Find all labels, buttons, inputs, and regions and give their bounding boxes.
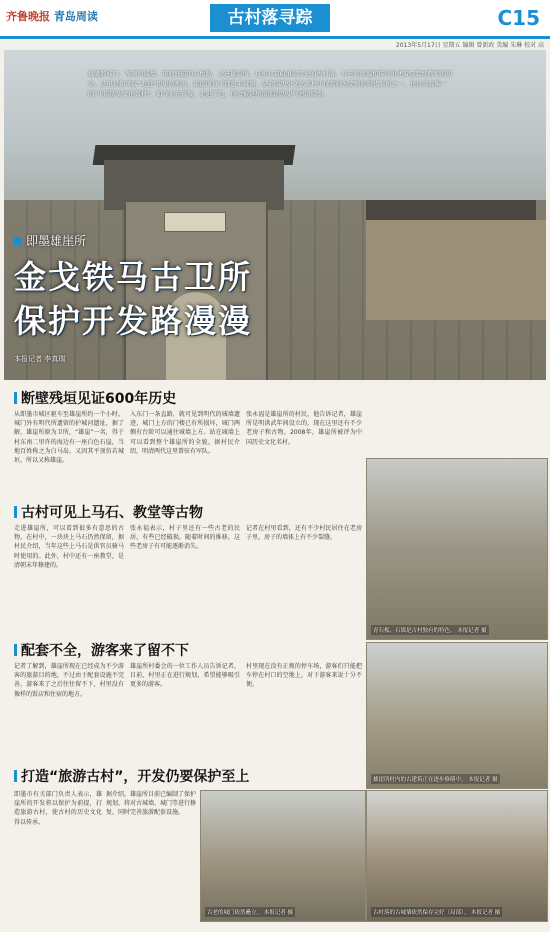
section1-col2: 入东门一条直路，就可见到明代的城墙遗迹，城门上方的门楼已有所损坏，城门两侧有台阶可以通往城墙上方。站在城墙上可以看到整个雄崖所的全貌，据村民介绍，明清两代这里曾驻有军队。 <box>130 411 240 455</box>
page-number: C15 <box>497 6 540 30</box>
village-house <box>366 220 546 320</box>
logo-blue-text: 青岛周读 <box>53 10 98 23</box>
dateline: 2013年5月17日 星期五 编辑 曾新政 美编 朱琳 校对 高 <box>395 42 544 49</box>
logo-red-text: 齐鲁晚报 <box>6 10 50 23</box>
page-header <box>0 0 550 39</box>
subhead-3: 配套不全，游客来了留不下 <box>14 640 189 660</box>
caption-2: 雄崖所村内的古建筑正在逐步修缮中。 本报记者 摄 <box>371 774 500 784</box>
photo-old-gate <box>200 790 366 922</box>
newspaper-logo <box>6 8 98 24</box>
caption-4: 古老的城门依然矗立。 本报记者 摄 <box>205 907 295 917</box>
byline: 本报记者 李真瑞 <box>14 355 66 363</box>
section3-col3: 村里现在没有正规的停车场，游客们只能把车停在村口的空地上，对于游客来说十分不便。 <box>246 663 362 689</box>
section-title: 古村落寻踪 <box>210 4 330 32</box>
section3-col1: 记者了解到，雄崖所现在已经成为不少游客的旅游目的地，不过由于配套设施不完善，游客来了之后往往留不下，村里没有像样的饭店和住宿的地方。 <box>14 663 124 698</box>
gate-plaque <box>164 212 226 232</box>
section1-col1: 从即墨市城区驱车至雄崖所约一个小时。城门外有明代所遗留的护城河遗址，据了解，雄崖所原为卫所，“雄崖”一名，得于村东南二里许的海边有一座白色石崖，当地百姓称之为白马岛，又因其平顶仿若城垣，所以又称雄崖。 <box>14 411 124 465</box>
caption-1: 青石板、石墙是古村独有的特色。 本报记者 摄 <box>371 625 489 635</box>
headline-line2: 保护开发路漫漫 <box>14 302 253 340</box>
section4-col1: 即墨市有关部门负责人表示，雄崖所的开发将以保护为前提，打造旅游古村，使古村的历史文化得以传承。 <box>14 791 102 826</box>
section4-col2: 据介绍，雄崖所目前已编制了保护规划，将对古城墙、城门等进行修复，同时完善旅游配套设施。 <box>106 791 196 817</box>
kicker-text: 即墨雄崖所 <box>26 234 87 248</box>
section2-col2: 张永福表示，村子里还有一些古老的民居，有些已经破损。随着时间的推移，这些老房子有可能逐渐消失。 <box>130 525 240 551</box>
square-icon <box>14 237 22 245</box>
photo-ancient-wall <box>366 790 548 922</box>
subhead-2: 古村可见上马石、教堂等古物 <box>14 502 203 522</box>
section2-col3: 记者在村里看到，还有不少村民居住在老房子里，房子的墙体上有不少裂缝。 <box>246 525 362 542</box>
caption-3: 古村落的古城墙依然保存完好（局部）。 本报记者 摄 <box>371 907 502 917</box>
headline-line1: 金戈铁马古卫所 <box>14 258 253 296</box>
photo-old-building <box>366 642 548 789</box>
subhead-1: 断壁残垣见证600年历史 <box>14 388 176 408</box>
kicker <box>14 232 86 249</box>
photo-stone-path <box>366 458 548 640</box>
section3-col2: 雄崖所村委会的一位工作人员告诉记者，目前，村里正在进行规划，希望能够吸引更多的游客。 <box>130 663 240 689</box>
section2-col1: 走进雄崖所，可以看到很多有意思的古物。在村中，一块块上马石仍然保留，据村民介绍，当年这些上马石是供官员骑马时使用的。此外，村中还有一座教堂，是清朝末年修建的。 <box>14 525 124 569</box>
subhead-4: 打造“旅游古村”，开发仍要保护至上 <box>14 766 249 786</box>
section1-col3: 张永福是雄崖所的村民，他告诉记者，雄崖所是明洪武年间设立的，现在这里还有不少老房子和古物。2008年，雄崖所被评为中国历史文化名村。 <box>246 411 362 446</box>
intro-text: 巍峨的城门、坚固的城墙、斑驳残破的石板路，走进雄崖所，这座有着600年历史的古村落，有它的静谧和传奇讲述着它曾经辉煌的历史。这里是你可以“走进”历史的地方，雄崖所位于即墨丰城镇，是全国历史文化名村中保存较为完整的明代卫所之一，也是青岛唯一的“中国历史文化名村”，如今正在开发，走进了它，你会被这里浓郁的历史气息所吸引。 <box>88 71 453 98</box>
